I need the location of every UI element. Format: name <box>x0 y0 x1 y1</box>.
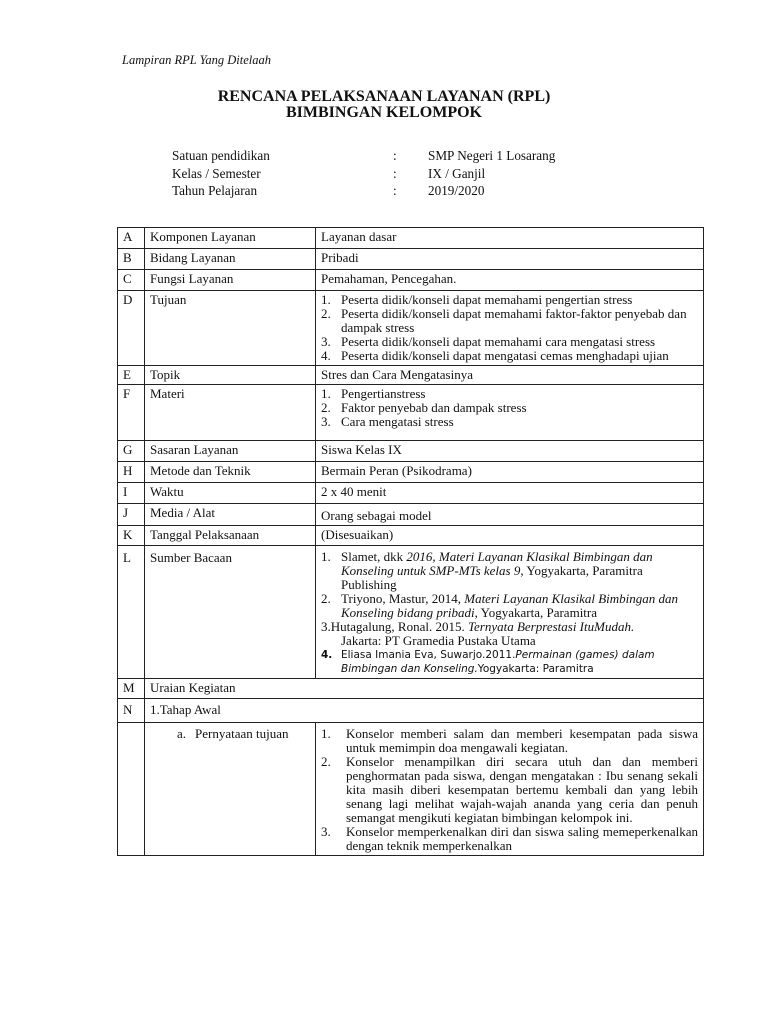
materi-list <box>321 387 698 429</box>
row-value: Siswa Kelas IX <box>316 441 704 462</box>
row-code: H <box>118 462 145 483</box>
row-label: Waktu <box>145 483 316 504</box>
rpl-table <box>117 227 704 856</box>
table-row <box>118 546 704 679</box>
table-row <box>118 699 704 723</box>
row-value: 2 x 40 menit <box>316 483 704 504</box>
row-label: Materi <box>145 385 316 441</box>
row-label: 1.Tahap Awal <box>145 699 704 723</box>
list-item: 2. Peserta didik/konseli dapat memahami faktor-faktor penyebab dan dampak stress <box>321 306 687 335</box>
row-value: Orang sebagai model <box>316 504 704 526</box>
list-item: 1. Slamet, dkk 2016, Materi Layanan Klasikal Bimbingan dan Konseling untuk SMP-MTs kelas 9, Yogyakarta, Paramitra Publishing <box>321 549 653 592</box>
row-code: M <box>118 679 145 699</box>
row-label: Sasaran Layanan <box>145 441 316 462</box>
header-note: Lampiran RPL Yang Ditelaah <box>122 53 271 67</box>
row-code: A <box>118 228 145 249</box>
table-row <box>118 385 704 441</box>
row-label: Bidang Layanan <box>145 249 316 270</box>
list-item: 4. Eliasa Imania Eva, Suwarjo.2011.Permainan (games) dalam Bimbingan dan Konseling.Yogyakarta: Paramitra <box>321 649 655 675</box>
row-code: J <box>118 504 145 526</box>
table-row <box>118 249 704 270</box>
table-row <box>118 441 704 462</box>
row-value: Bermain Peran (Psikodrama) <box>316 462 704 483</box>
info-label: Kelas / Semester <box>172 165 261 181</box>
row-label <box>145 723 316 856</box>
row-code <box>118 723 145 856</box>
table-row <box>118 483 704 504</box>
list-item: 2. Faktor penyebab dan dampak stress <box>321 400 527 415</box>
info-block <box>172 147 632 200</box>
list-item: 3. Peserta didik/konseli dapat memahami cara mengatasi stress <box>321 334 656 349</box>
row-code: G <box>118 441 145 462</box>
row-label: Uraian Kegiatan <box>145 679 704 699</box>
row-code: E <box>118 366 145 385</box>
row-code: F <box>118 385 145 441</box>
table-row <box>118 526 704 546</box>
table-row <box>118 291 704 366</box>
info-value: 2019/2020 <box>428 183 485 198</box>
row-value <box>316 546 704 679</box>
tujuan-list <box>321 293 698 363</box>
row-value: (Disesuaikan) <box>316 526 704 546</box>
list-item: 4. Peserta didik/konseli dapat mengatasi cemas menghadapi ujian <box>321 348 669 363</box>
row-label: Fungsi Layanan <box>145 270 316 291</box>
table-row <box>118 228 704 249</box>
row-value <box>316 723 704 856</box>
row-code: D <box>118 291 145 366</box>
row-value <box>316 385 704 441</box>
row-code: K <box>118 526 145 546</box>
table-row <box>118 270 704 291</box>
list-item: 2. Triyono, Mastur, 2014, Materi Layanan Klasikal Bimbingan dan Konseling bidang pribadi, Yogyakarta, Paramitra <box>321 591 679 620</box>
info-colon: : <box>393 183 397 198</box>
list-item: 1. Konselor memberi salam dan memberi kesempatan pada siswa untuk memimpin doa mengawali kegiatan. <box>321 726 698 755</box>
row-label: Media / Alat <box>145 504 316 526</box>
info-value: SMP Negeri 1 Losarang <box>428 148 556 163</box>
info-label: Satuan pendidikan <box>172 148 270 163</box>
table-row <box>118 723 704 856</box>
info-row-satuan <box>172 147 632 165</box>
table-row <box>118 366 704 385</box>
row-label: Komponen Layanan <box>145 228 316 249</box>
row-value: Stres dan Cara Mengatasinya <box>316 366 704 385</box>
kegiatan-list <box>321 727 698 853</box>
table-row <box>118 679 704 699</box>
info-row-kelas <box>172 165 632 183</box>
info-colon: : <box>393 148 397 163</box>
info-row-tahun <box>172 182 632 200</box>
document-subtitle: BIMBINGAN KELOMPOK <box>285 104 482 121</box>
row-code: B <box>118 249 145 270</box>
row-value: Layanan dasar <box>316 228 704 249</box>
row-label: Tanggal Pelaksanaan <box>145 526 316 546</box>
sub-label: Pernyataan tujuan <box>195 726 289 741</box>
row-label: Topik <box>145 366 316 385</box>
list-item: 1. Pengertianstress <box>321 386 426 401</box>
row-label: Metode dan Teknik <box>145 462 316 483</box>
table-row <box>118 462 704 483</box>
info-value: IX / Ganjil <box>428 165 486 181</box>
list-item: 1. Peserta didik/konseli dapat memahami pengertian stress <box>321 292 633 307</box>
row-code: C <box>118 270 145 291</box>
row-code: L <box>118 546 145 679</box>
row-label: Tujuan <box>145 291 316 366</box>
info-colon: : <box>393 165 397 181</box>
info-label: Tahun Pelajaran <box>172 183 258 198</box>
list-item: 3. Konselor memperkenalkan diri dan siswa saling memeperkenalkan dengan teknik memperkenalkan <box>321 824 698 853</box>
row-code: N <box>118 699 145 723</box>
list-item: 3. Cara mengatasi stress <box>321 414 454 429</box>
sumber-bacaan-list <box>321 550 698 676</box>
table-row <box>118 504 704 526</box>
row-value: Pemahaman, Pencegahan. <box>316 270 704 291</box>
list-item: 2. Konselor menampilkan diri secara utuh dan dan memberi penghormatan pada siswa, dengan mengatakan : Ibu senang sekali kita masih diberi kesempatan bertemu kembali dan yang lebih senang lagi melihat wajah-wajah ananda yang ceria dan penuh semangat mengikuti kegiatan bimbingan kelompok ini. <box>321 754 698 825</box>
row-code: I <box>118 483 145 504</box>
list-item: 3.Hutagalung, Ronal. 2015. Ternyata Berprestasi ItuMudah. Jakarta: PT Gramedia Pustaka Utama <box>321 619 635 648</box>
row-value: Pribadi <box>316 249 704 270</box>
document-title: RENCANA PELAKSANAAN LAYANAN (RPL) <box>217 88 551 105</box>
row-label: Sumber Bacaan <box>145 546 316 679</box>
row-value <box>316 291 704 366</box>
sub-bullet: a. <box>177 726 187 741</box>
